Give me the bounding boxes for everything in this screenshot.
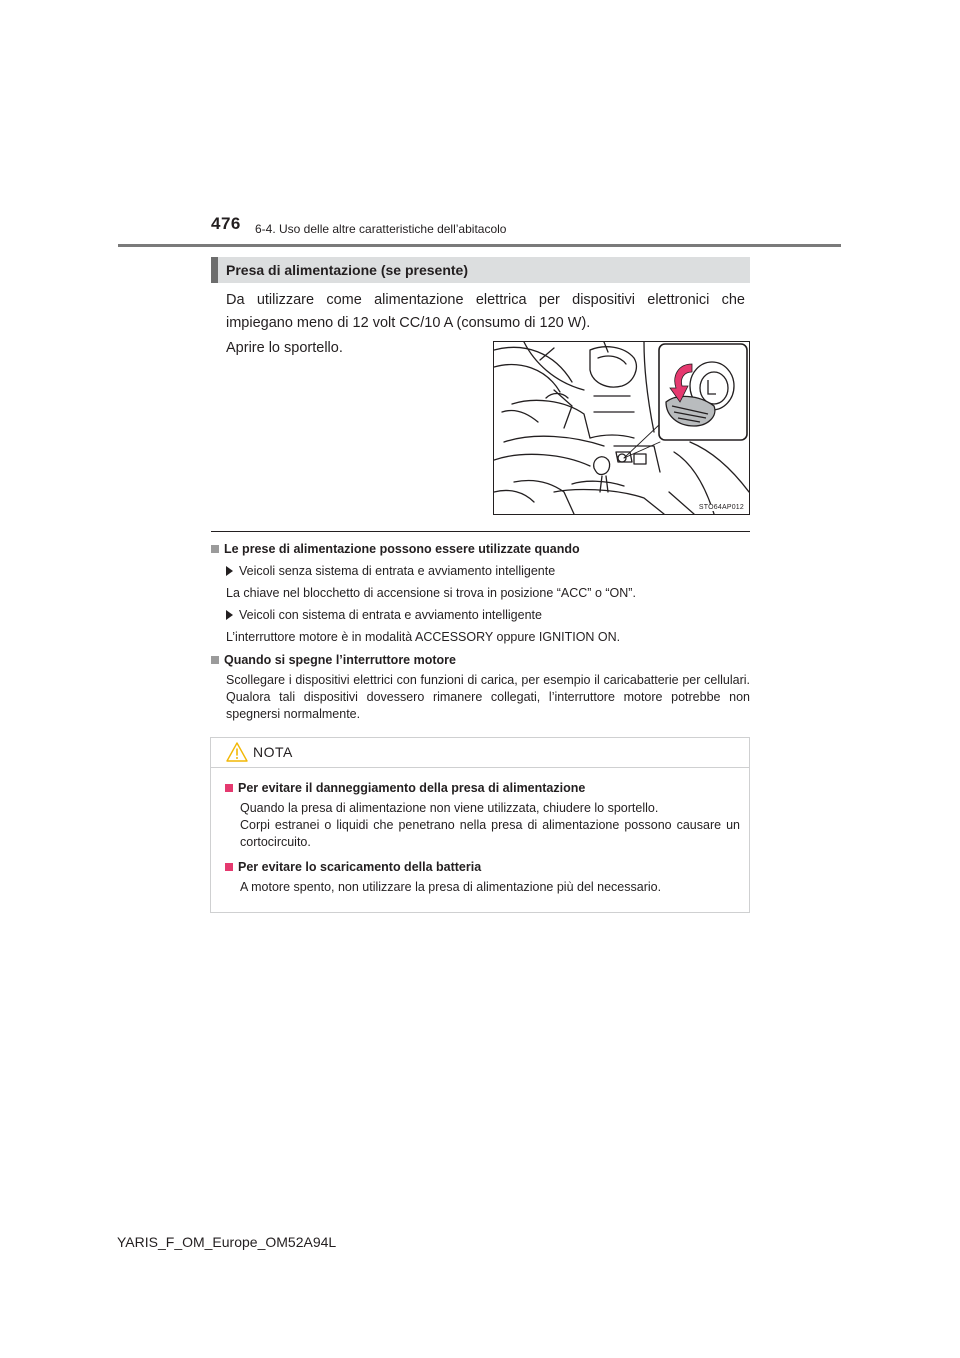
square-bullet-icon <box>225 784 233 792</box>
page-number: 476 <box>211 214 241 233</box>
triangle-bullet-icon <box>226 610 233 620</box>
case-label: Veicoli senza sistema di entrata e avviamento intelligente <box>211 563 750 580</box>
note-item-line: Corpi estranei o liquidi che penetrano nella presa di alimentazione possono causare un cortocircuito. <box>240 818 740 849</box>
info-paragraph: Scollegare i dispositivi elettrici con funzioni di carica, per esempio il caricabatterie per cellulari. Qualora tali dispositivi dovessero rimanere collegati, l’interruttore motore potrebbe non spegnersi normalmente. <box>226 673 750 721</box>
footer-doc-code: YARIS_F_OM_Europe_OM52A94L <box>117 1234 337 1250</box>
case-text: La chiave nel blocchetto di accensione si trova in posizione “ACC” o “ON”. <box>226 586 636 600</box>
note-item <box>225 780 740 851</box>
section-heading: Presa di alimentazione (se presente) <box>211 257 750 283</box>
square-bullet-icon <box>211 545 219 553</box>
note-item-heading: Per evitare lo scaricamento della batteria <box>225 859 740 876</box>
chapter-title: 6-4. Uso delle altre caratteristiche dell’abitacolo <box>255 222 507 236</box>
warning-icon <box>226 742 248 762</box>
note-item-line: Quando la presa di alimentazione non viene utilizzata, chiudere lo sportello. <box>240 801 659 815</box>
power-outlet-illustration <box>493 341 750 515</box>
case-text: L’interruttore motore è in modalità ACCESSORY oppure IGNITION ON. <box>226 630 621 644</box>
step-text: Aprire lo sportello. <box>226 340 343 356</box>
info-switch-off <box>211 652 750 723</box>
square-bullet-icon <box>211 656 219 664</box>
section-rule <box>211 531 750 532</box>
square-bullet-icon <box>225 863 233 871</box>
case-label: Veicoli con sistema di entrata e avviamento intelligente <box>211 607 750 624</box>
info-heading: Quando si spegne l’interruttore motore <box>211 652 750 669</box>
note-box <box>210 737 750 913</box>
info-when-usable <box>211 541 750 646</box>
header-rule <box>118 244 841 247</box>
note-item <box>225 859 740 896</box>
intro-paragraph: Da utilizzare come alimentazione elettrica per dispositivi elettronici che impiegano meno di 12 volt CC/10 A (consumo di 120 W). <box>226 292 745 331</box>
note-header <box>211 738 749 768</box>
note-title: NOTA <box>253 744 293 760</box>
note-item-heading: Per evitare il danneggiamento della presa di alimentazione <box>225 780 740 797</box>
dashboard-drawing <box>494 342 749 514</box>
info-heading: Le prese di alimentazione possono essere utilizzate quando <box>211 541 750 558</box>
figure-code: STO64AP012 <box>698 504 744 511</box>
note-item-line: A motore spento, non utilizzare la presa di alimentazione più del necessario. <box>240 880 662 894</box>
triangle-bullet-icon <box>226 566 233 576</box>
